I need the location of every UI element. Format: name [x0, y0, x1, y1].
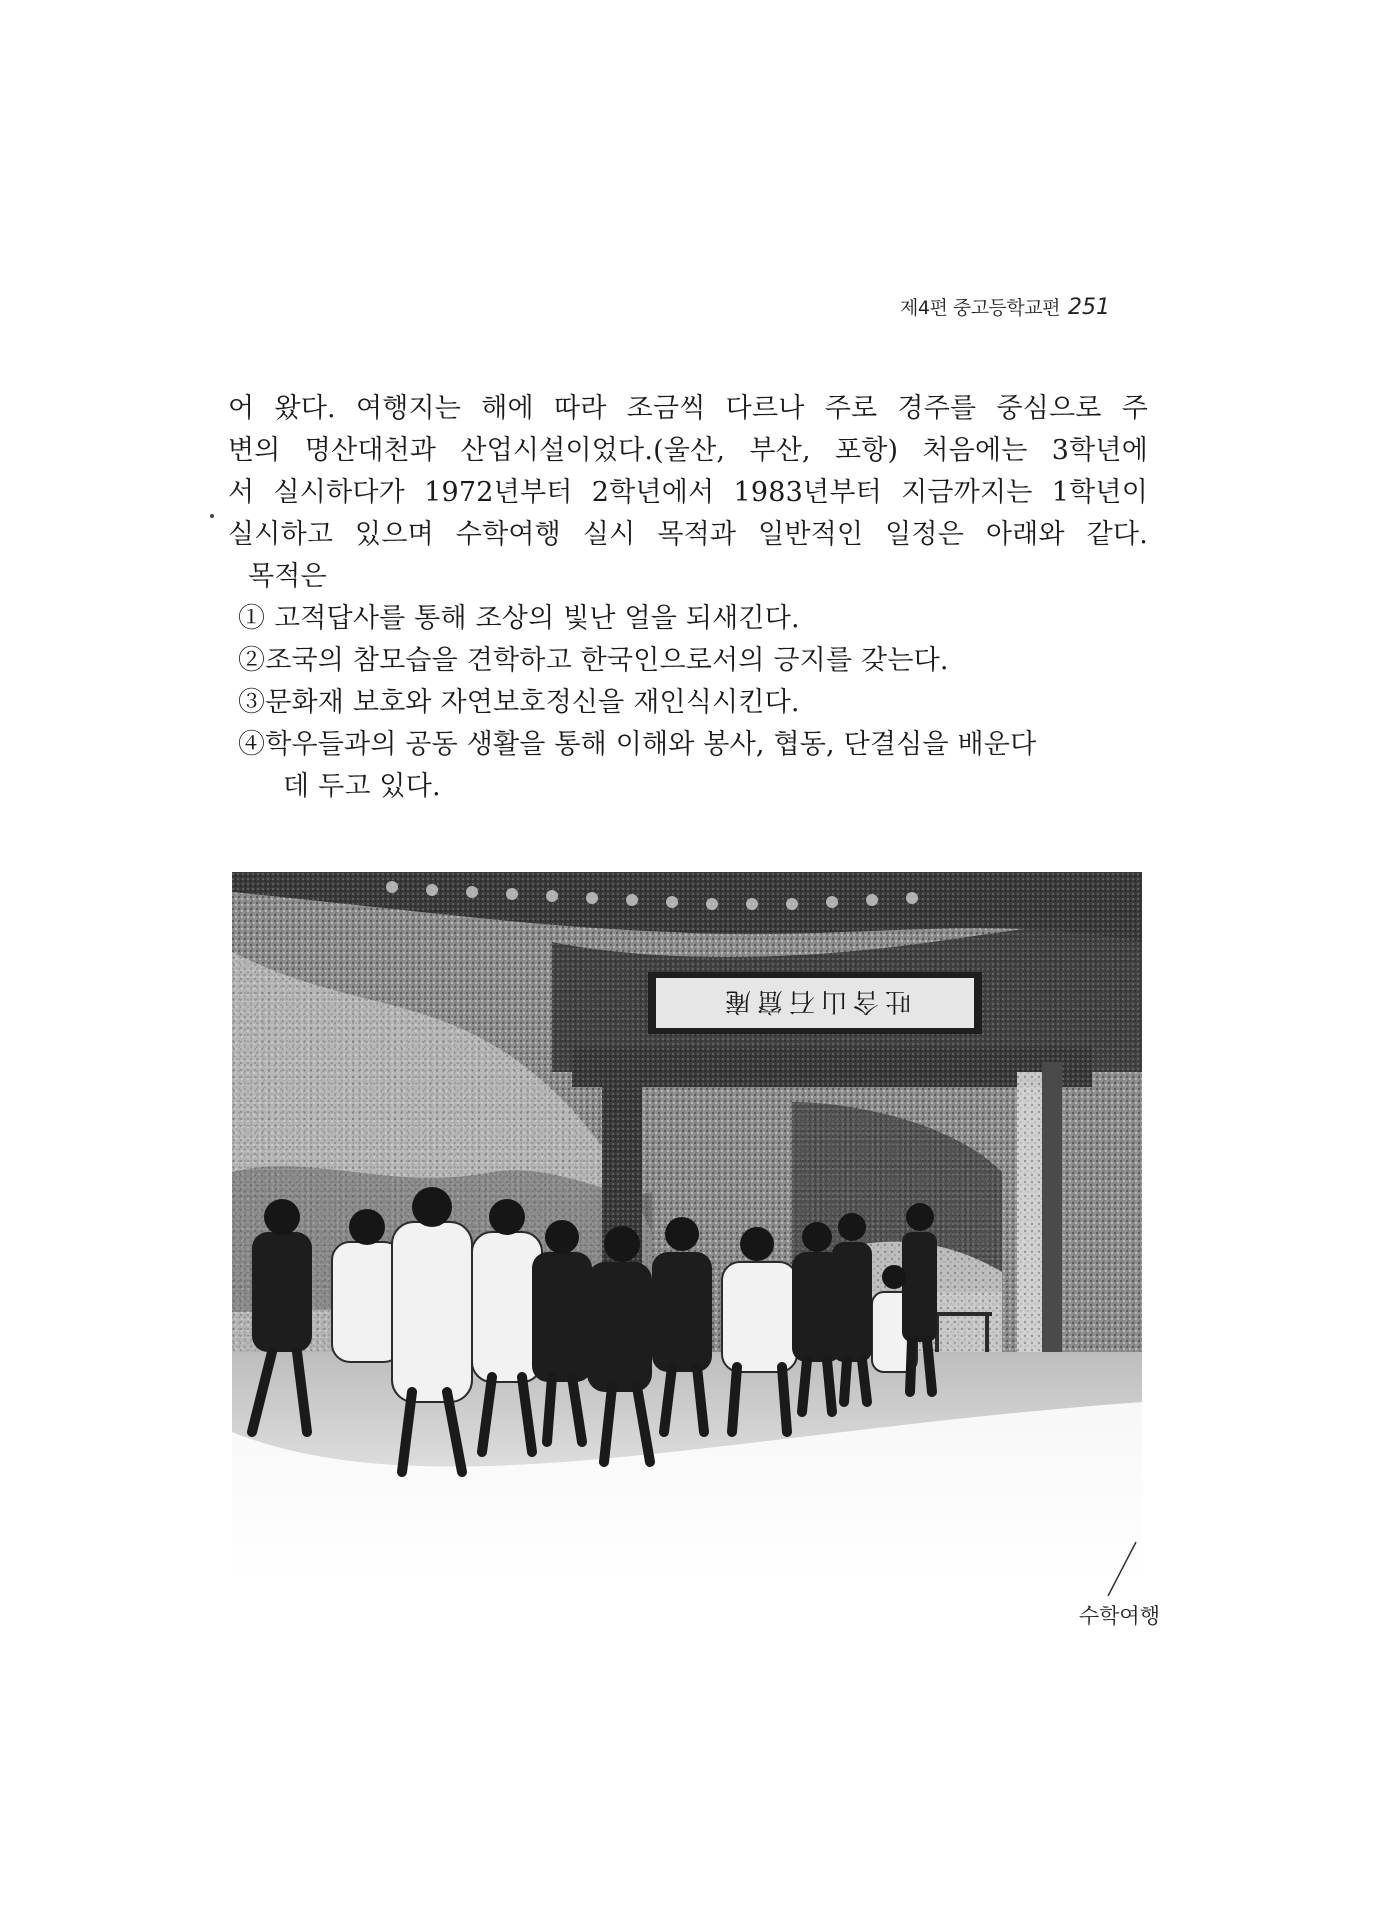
paragraph-line: 서 실시하다가 1972년부터 2학년에서 1983년부터 지금까지는 1학년이 [228, 477, 1148, 508]
header-section-title: 제4편 중고등학교편 [900, 297, 1060, 319]
caption-pointer-line [1100, 1540, 1140, 1600]
signboard-text: 吐含山石窟庵 [718, 986, 912, 1016]
purpose-item: ③문화재 보호와 자연보호정신을 재인식시킨다. [238, 687, 800, 718]
photo-caption: 수학여행 [1078, 1604, 1160, 1628]
paragraph-line: 변의 명산대천과 산업시설이었다.(울산, 부산, 포항) 처음에는 3학년에 [228, 435, 1148, 466]
purpose-item: ②조국의 참모습을 견학하고 한국인으로서의 긍지를 갖는다. [238, 645, 949, 676]
paragraph-line: 실시하고 있으며 수학여행 실시 목적과 일반적인 일정은 아래와 같다. [228, 519, 1148, 550]
paragraph-line: 어 왔다. 여행지는 해에 따라 조금씩 다르나 주로 경주를 중심으로 주 [228, 393, 1148, 424]
page-number: 251 [1067, 295, 1110, 320]
purpose-item: ① 고적답사를 통해 조상의 빛난 얼을 되새긴다. [238, 603, 800, 634]
purpose-label: 목적은 [248, 561, 327, 592]
photo-students-temple-gate [232, 872, 1142, 1592]
signboard [648, 972, 982, 1034]
margin-mark [210, 514, 214, 518]
running-header [900, 293, 1145, 333]
purpose-item-tail: 데 두고 있다. [283, 771, 441, 802]
purpose-item: ④학우들과의 공동 생활을 통해 이해와 봉사, 협동, 단결심을 배운다 [238, 729, 1037, 760]
body-text [228, 388, 1148, 808]
photo-illustration [232, 872, 1142, 1592]
